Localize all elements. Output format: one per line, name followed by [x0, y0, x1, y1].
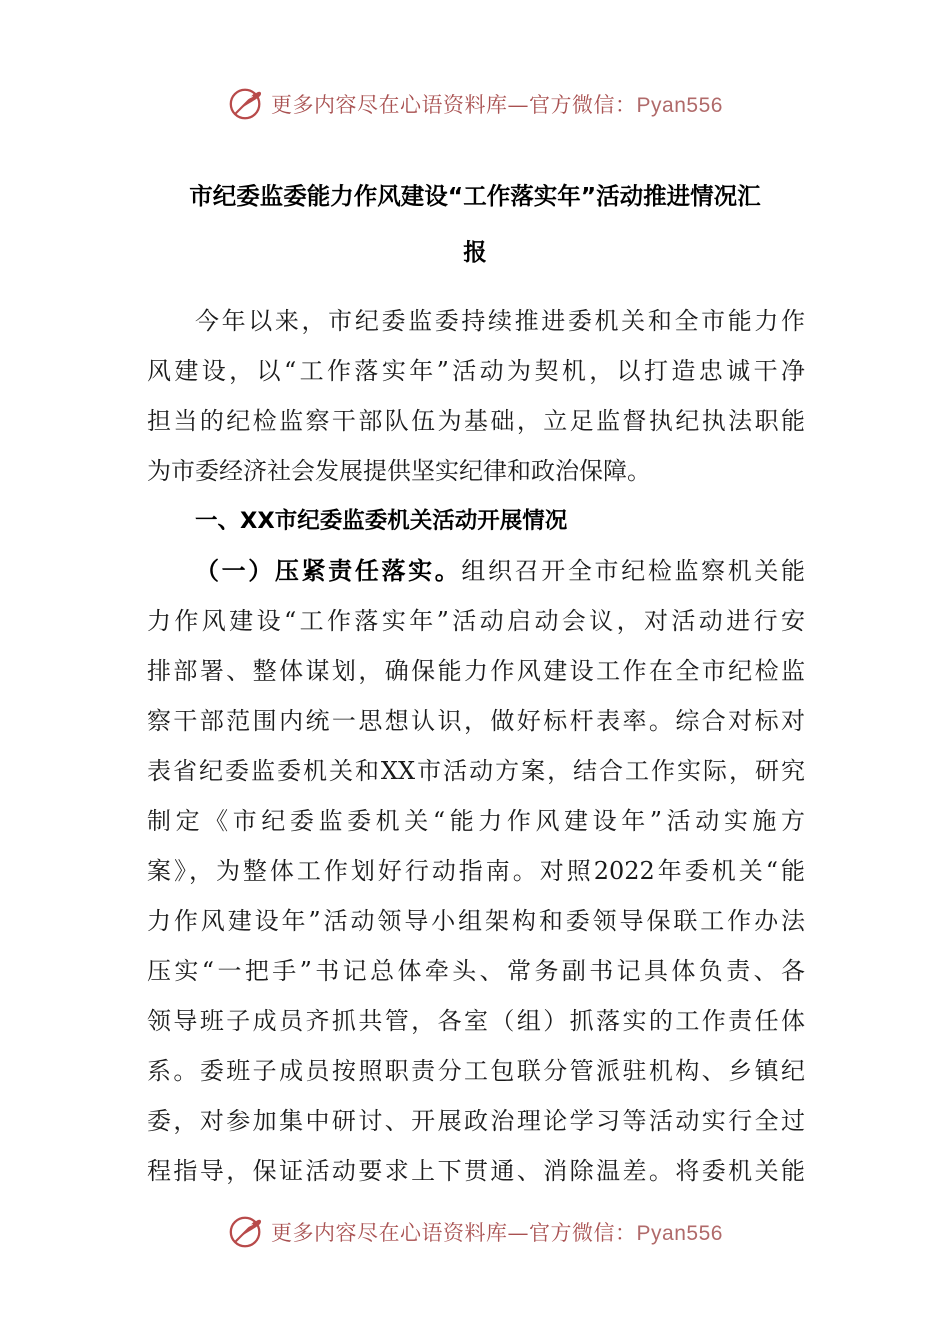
paragraph-line: 委，对参加集中研讨、开展政治理论学习等活动实行全过 [147, 1107, 805, 1135]
quill-logo-icon [227, 85, 265, 123]
watermark-text: 更多内容尽在心语资料库—官方微信：Pyan556 [271, 1221, 723, 1245]
intro-line: 今年以来，市纪委监委持续推进委机关和全市能力作 [195, 307, 805, 335]
subsection-label: （一）压紧责任落实。 [195, 557, 462, 585]
title-line-2: 报 [463, 238, 487, 266]
intro-line: 风建设，以“工作落实年”活动为契机，以打造忠诚干净 [147, 357, 805, 385]
intro-line: 为市委经济社会发展提供坚实纪律和政治保障。 [147, 457, 651, 485]
watermark-header [0, 84, 950, 124]
paragraph-line: 力作风建设年”活动领导小组架构和委领导保联工作办法 [147, 907, 805, 935]
subsection-first-line [147, 546, 805, 596]
paragraph-line: 领导班子成员齐抓共管，各室（组）抓落实的工作责任体 [147, 1007, 805, 1035]
wechat-id: Pyan556 [636, 94, 723, 117]
watermark-text: 更多内容尽在心语资料库—官方微信：Pyan556 [271, 93, 723, 117]
subsection-text: 组织召开全市纪检监察机关能 [461, 557, 806, 585]
paragraph-line: 案》，为整体工作划好行动指南。对照2022年委机关“能 [147, 857, 805, 885]
paragraph-line: 表省纪委监委机关和XX市活动方案，结合工作实际，研究 [147, 757, 805, 785]
paragraph-line: 程指导，保证活动要求上下贯通、消除温差。将委机关能 [147, 1157, 805, 1185]
quill-logo-icon [227, 1213, 265, 1251]
paragraph-line: 排部署、整体谋划，确保能力作风建设工作在全市纪检监 [147, 657, 805, 685]
paragraph-line: 察干部范围内统一思想认识，做好标杆表率。综合对标对 [147, 707, 805, 735]
paragraph-line: 力作风建设“工作落实年”活动启动会议，对活动进行安 [147, 607, 805, 635]
intro-line: 担当的纪检监察干部队伍为基础，立足监督执纪执法职能 [147, 407, 805, 435]
document-title [150, 168, 800, 280]
paragraph-line: 制定《市纪委监委机关“能力作风建设年”活动实施方 [147, 807, 805, 835]
paragraph-line: 系。委班子成员按照职责分工包联分管派驻机构、乡镇纪 [147, 1057, 805, 1085]
title-line-1: 市纪委监委能力作风建设“工作落实年”活动推进情况汇 [189, 182, 761, 210]
section-heading: 一、XX市纪委监委机关活动开展情况 [195, 508, 568, 534]
paragraph-line: 压实“一把手”书记总体牵头、常务副书记具体负责、各 [147, 957, 805, 985]
watermark-footer [0, 1212, 950, 1252]
document-body [147, 296, 805, 1196]
wechat-id: Pyan556 [636, 1222, 723, 1245]
